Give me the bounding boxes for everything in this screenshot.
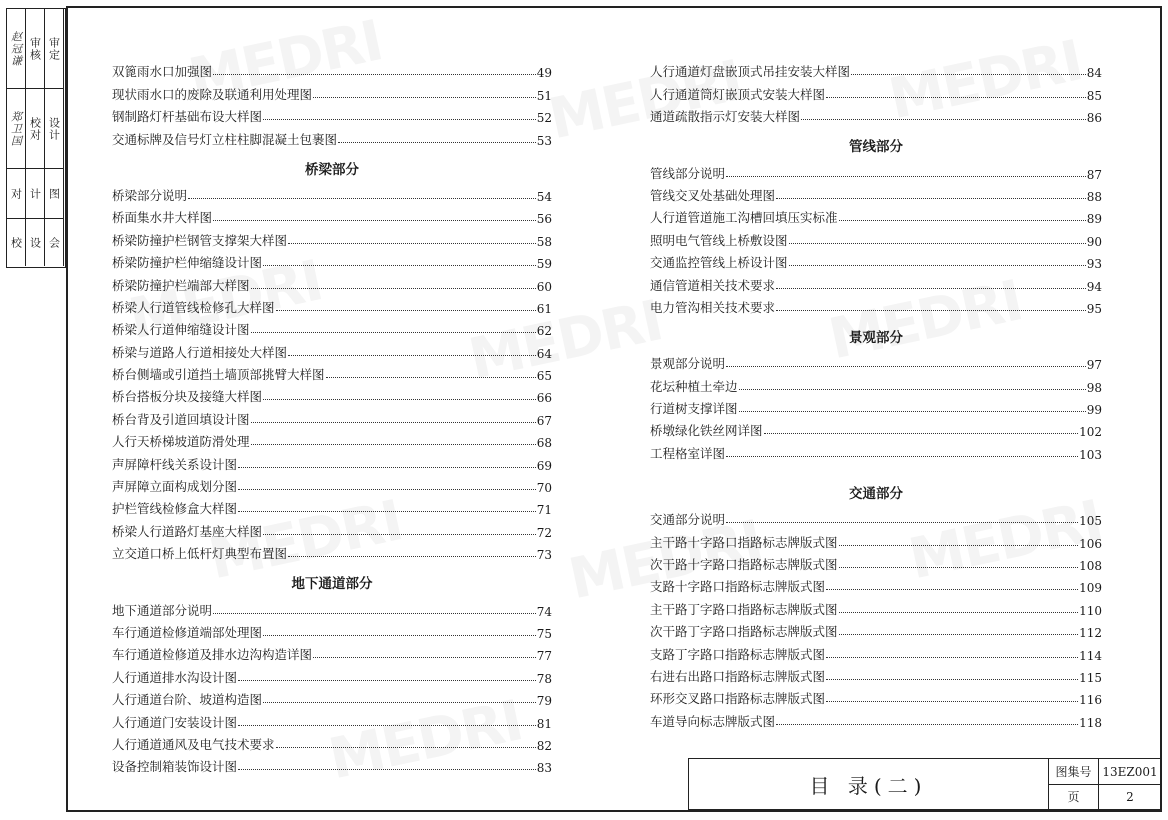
toc-entry[interactable]: 桥梁防撞护栏钢管支撑架大样图 58	[112, 232, 552, 249]
toc-entry[interactable]: 车行通道检修道及排水边沟构造详图 77	[112, 647, 552, 664]
page-row	[1049, 784, 1161, 809]
toc-entry[interactable]: 车行通道检修道端部处理图 75	[112, 624, 552, 641]
toc-entry[interactable]: 交通部分说明 105	[650, 512, 1102, 529]
section-heading-traffic: 交通部分	[849, 485, 903, 502]
sidebar-cell: 郑卫国	[7, 89, 26, 168]
toc-entry[interactable]: 双篦雨水口加强图 49	[112, 64, 552, 81]
drawing-frame	[66, 6, 1162, 812]
toc-entry[interactable]: 桥面集水井大样图 56	[112, 210, 552, 227]
toc-entry[interactable]: 声屏障杆线关系设计图 69	[112, 456, 552, 473]
toc-entry[interactable]: 桥台侧墙或引道挡土墙顶部挑臂大样图 65	[112, 367, 552, 384]
toc-left-column	[112, 58, 552, 775]
toc-entry[interactable]: 次干路丁字路口指路标志牌版式图 112	[650, 624, 1102, 641]
toc-entry[interactable]: 车道导向标志牌版式图 118	[650, 713, 1102, 730]
page-label: 页	[1049, 784, 1099, 809]
sidebar-cell: 计	[26, 169, 45, 218]
toc-entry[interactable]: 人行通道门安装设计图 81	[112, 714, 552, 731]
sidebar-row-4	[7, 219, 64, 266]
toc-entry[interactable]: 人行通道通风及电气技术要求 82	[112, 736, 552, 753]
drawing-title: 目 录(二)	[689, 759, 1049, 809]
title-block-sidebar	[6, 8, 66, 268]
sidebar-cell: 会	[45, 219, 64, 266]
toc-entry[interactable]: 钢制路灯杆基础布设大样图 52	[112, 109, 552, 126]
toc-entry[interactable]: 桥梁防撞护栏伸缩缝设计图 59	[112, 255, 552, 272]
toc-entry[interactable]: 现状雨水口的废除及联通利用处理图 51	[112, 86, 552, 103]
sidebar-cell: 设计	[45, 89, 64, 168]
sidebar-cell: 对	[7, 169, 26, 218]
toc-entry[interactable]: 声屏障立面构成划分图 70	[112, 479, 552, 496]
toc-entry[interactable]: 人行道管道施工沟槽回填压实标准 89	[650, 210, 1102, 227]
section-heading-pipeline: 管线部分	[849, 139, 903, 156]
toc-entry[interactable]: 桥梁人行道伸缩缝设计图 62	[112, 322, 552, 339]
toc-entry[interactable]: 支路丁字路口指路标志牌版式图 114	[650, 646, 1102, 663]
sidebar-cell: 设	[26, 219, 45, 266]
toc-entry[interactable]: 交通监控管线上桥设计图 93	[650, 255, 1102, 272]
toc-entry[interactable]: 景观部分说明 97	[650, 356, 1102, 373]
toc-entry[interactable]: 通信管道相关技术要求 94	[650, 277, 1102, 294]
toc-entry[interactable]: 桥梁部分说明 54	[112, 187, 552, 204]
toc-entry[interactable]: 桥台背及引道回填设计图 67	[112, 411, 552, 428]
toc-entry[interactable]: 环形交叉路口指路标志牌版式图 116	[650, 691, 1102, 708]
sidebar-cell: 赵冠谦	[7, 9, 26, 88]
toc-entry[interactable]: 人行通道排水沟设计图 78	[112, 669, 552, 686]
toc-entry[interactable]: 人行通道灯盘嵌顶式吊挂安装大样图 84	[650, 64, 1102, 81]
atlas-label: 图集号	[1049, 759, 1099, 784]
toc-entry[interactable]: 工程格室详图 103	[650, 445, 1102, 462]
sidebar-cell: 审核	[26, 9, 45, 88]
toc-entry[interactable]: 人行通道台阶、坡道构造图 79	[112, 692, 552, 709]
toc-entry[interactable]: 桥台搭板分块及接缝大样图 66	[112, 389, 552, 406]
toc-entry[interactable]: 次干路十字路口指路标志牌版式图 108	[650, 557, 1102, 574]
toc-entry[interactable]: 照明电气管线上桥敷设图 90	[650, 232, 1102, 249]
title-block	[688, 758, 1162, 810]
toc-entry[interactable]: 管线交叉处基础处理图 88	[650, 187, 1102, 204]
section-heading-bridge: 桥梁部分	[305, 161, 359, 178]
sidebar-row-2	[7, 89, 64, 169]
toc-entry[interactable]: 地下通道部分说明 74	[112, 602, 552, 619]
toc-entry[interactable]: 护栏管线检修盒大样图 71	[112, 501, 552, 518]
toc-entry[interactable]: 支路十字路口指路标志牌版式图 109	[650, 579, 1102, 596]
sidebar-cell: 图	[45, 169, 64, 218]
toc-entry[interactable]: 通道疏散指示灯安装大样图 86	[650, 109, 1102, 126]
atlas-number: 13EZ001	[1102, 764, 1158, 779]
sidebar-row-1	[7, 9, 64, 89]
title-block-grid	[1049, 759, 1161, 809]
toc-entry[interactable]: 桥梁防撞护栏端部大样图 60	[112, 277, 552, 294]
toc-entry[interactable]: 右进右出路口指路标志牌版式图 115	[650, 668, 1102, 685]
sidebar-cell: 校对	[26, 89, 45, 168]
toc-entry[interactable]: 桥墩绿化铁丝网详图 102	[650, 423, 1102, 440]
sidebar-row-3	[7, 169, 64, 219]
toc-entry[interactable]: 桥梁与道路人行道相接处大样图 64	[112, 344, 552, 361]
toc-entry[interactable]: 交通标牌及信号灯立柱柱脚混凝土包裹图 53	[112, 131, 552, 148]
toc-entry[interactable]: 花坛种植土牵边 98	[650, 378, 1102, 395]
section-heading-landscape: 景观部分	[849, 329, 903, 346]
toc-entry[interactable]: 桥梁人行道路灯基座大样图 72	[112, 523, 552, 540]
page-number: 2	[1126, 789, 1134, 804]
sidebar-cell: 审定	[45, 9, 64, 88]
section-heading-underpass: 地下通道部分	[291, 576, 373, 593]
sidebar-cell: 校	[7, 219, 26, 266]
toc-entry[interactable]: 主干路十字路口指路标志牌版式图 106	[650, 534, 1102, 551]
toc-entry[interactable]: 人行天桥梯坡道防滑处理 68	[112, 434, 552, 451]
toc-entry[interactable]: 主干路丁字路口指路标志牌版式图 110	[650, 601, 1102, 618]
toc-entry[interactable]: 电力管沟相关技术要求 95	[650, 299, 1102, 316]
toc-entry[interactable]: 行道树支撑详图 99	[650, 401, 1102, 418]
atlas-row	[1049, 759, 1161, 785]
toc-entry[interactable]: 人行通道筒灯嵌顶式安装大样图 85	[650, 86, 1102, 103]
toc-entry[interactable]: 桥梁人行道管线检修孔大样图 61	[112, 299, 552, 316]
toc-entry[interactable]: 设备控制箱装饰设计图 83	[112, 759, 552, 776]
toc-entry[interactable]: 管线部分说明 87	[650, 165, 1102, 182]
toc-right-column	[650, 58, 1102, 730]
toc-entry[interactable]: 立交道口桥上低杆灯典型布置图 73	[112, 546, 552, 563]
